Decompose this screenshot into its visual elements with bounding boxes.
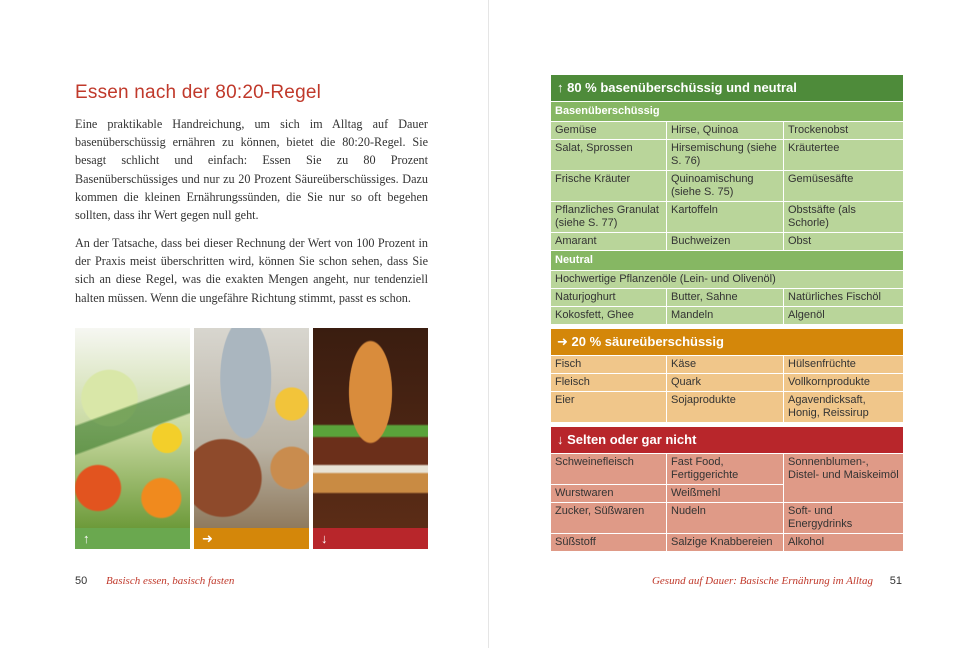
burger-image <box>313 328 428 528</box>
table-row <box>551 392 904 423</box>
table-cell: Agavendicksaft, Honig, Reissirup <box>784 392 904 423</box>
vegetables-image <box>75 328 190 528</box>
table-cell: Gemüsesäfte <box>784 171 904 202</box>
table-cell: Kartoffeln <box>667 202 784 233</box>
table-cell: Weißmehl <box>667 485 784 503</box>
table-cell: Natürliches Fischöl <box>784 289 904 307</box>
table-cell: Amarant <box>551 233 667 251</box>
table-row <box>551 374 904 392</box>
neutral-subheader: Neutral <box>551 251 904 271</box>
table-cell: Obstsäfte (als Schorle) <box>784 202 904 233</box>
table-row <box>551 233 904 251</box>
table-cell: Pflanzliches Granulat (siehe S. 77) <box>551 202 667 233</box>
table-cell: Sojaprodukte <box>667 392 784 423</box>
table-cell: Salat, Sprossen <box>551 140 667 171</box>
up-arrow-icon: ↑ <box>83 531 90 546</box>
table-cell: Algenöl <box>784 307 904 325</box>
table-cell: Kräutertee <box>784 140 904 171</box>
table-cell: Fast Food, Fertiggerichte <box>667 454 784 485</box>
table-cell: Quinoamischung (siehe S. 75) <box>667 171 784 202</box>
table-row <box>551 202 904 233</box>
table-row <box>551 356 904 374</box>
alkaline-subheader: Basenüberschüssig <box>551 102 904 122</box>
fish-beans-photo <box>194 328 309 549</box>
left-page <box>0 0 488 648</box>
burger-photo <box>313 328 428 549</box>
table-cell: Trockenobst <box>784 122 904 140</box>
rarely-table-header: ↓ Selten oder gar nicht <box>551 427 904 454</box>
section-heading: Essen nach der 80:20-Regel <box>75 82 322 103</box>
alkaline-table-header: ↑ 80 % basenüberschüssig und neutral <box>551 75 904 102</box>
table-cell: Alkohol <box>784 534 904 552</box>
table-cell: Nudeln <box>667 503 784 534</box>
rarely-table <box>550 426 904 552</box>
table-row <box>551 534 904 552</box>
table-cell: Hirsemischung (siehe S. 76) <box>667 140 784 171</box>
table-cell: Kokosfett, Ghee <box>551 307 667 325</box>
table-cell: Buchweizen <box>667 233 784 251</box>
down-arrow-bar <box>313 528 428 549</box>
footer-title-right: Gesund auf Dauer: Basische Ernährung im Alltag <box>651 575 873 587</box>
table-cell: Naturjoghurt <box>551 289 667 307</box>
down-arrow-icon: ↓ <box>321 531 328 546</box>
table-cell: Gemüse <box>551 122 667 140</box>
table-cell: Quark <box>667 374 784 392</box>
page-number-left: 50 <box>75 575 88 587</box>
table-cell: Hirse, Quinoa <box>667 122 784 140</box>
right-arrow-icon: ➜ <box>202 531 213 546</box>
acid-table <box>550 328 904 423</box>
table-cell: Hochwertige Pflanzenöle (Lein- und Olivenöl) <box>551 271 904 289</box>
table-cell: Fleisch <box>551 374 667 392</box>
table-cell: Schweinefleisch <box>551 454 667 485</box>
table-cell: Wurstwaren <box>551 485 667 503</box>
fish-beans-image <box>194 328 309 528</box>
vegetables-photo <box>75 328 190 549</box>
table-cell: Butter, Sahne <box>667 289 784 307</box>
table-row <box>551 171 904 202</box>
table-cell: Obst <box>784 233 904 251</box>
intro-paragraph: Eine praktikable Handreichung, um sich im Alltag auf Dauer basenüberschüssig ernähren zu können, bietet die 80:20-Regel. Sie besagt schlicht und einfach: Essen Sie zu 80 Prozent Basenüberschüssiges und nur zu 20 Prozent Säureüberschüssiges. Dazu kommen die kleinen Ernährungssünden, die Sie nur so oft begehen sollten, dass ihr Wert gegen null geht. <box>75 117 428 223</box>
table-cell: Fisch <box>551 356 667 374</box>
right-arrow-bar <box>194 528 309 549</box>
footer-title-left: Basisch essen, basisch fasten <box>106 575 235 587</box>
table-row <box>551 271 904 289</box>
table-cell: Vollkornprodukte <box>784 374 904 392</box>
table-row <box>551 307 904 325</box>
table-cell: Frische Kräuter <box>551 171 667 202</box>
table-row <box>551 122 904 140</box>
table-row <box>551 289 904 307</box>
table-cell: Zucker, Süßwaren <box>551 503 667 534</box>
acid-table-header: ➜ 20 % säureüberschüssig <box>551 329 904 356</box>
page-number-right: 51 <box>889 575 902 587</box>
up-arrow-bar <box>75 528 190 549</box>
table-cell: Sonnenblumen-, Distel- und Maiskeimöl <box>784 454 904 503</box>
alkaline-neutral-table <box>550 74 904 325</box>
table-cell: Eier <box>551 392 667 423</box>
table-cell: Käse <box>667 356 784 374</box>
table-row <box>551 503 904 534</box>
table-cell: Mandeln <box>667 307 784 325</box>
second-paragraph: An der Tatsache, dass bei dieser Rechnung der Wert von 100 Prozent in der Praxis meist überschritten wird, können Sie schon sehen, dass Sie sich an diese Regel, was die exakten Mengen angeht, nur tendenziell halten müssen. Wenn die ungefähre Richtung stimmt, passt es schon. <box>75 236 428 305</box>
table-row <box>551 454 904 485</box>
table-cell: Soft- und Energydrinks <box>784 503 904 534</box>
table-cell: Hülsenfrüchte <box>784 356 904 374</box>
table-cell: Salzige Knabbereien <box>667 534 784 552</box>
table-row <box>551 140 904 171</box>
table-cell: Süßstoff <box>551 534 667 552</box>
